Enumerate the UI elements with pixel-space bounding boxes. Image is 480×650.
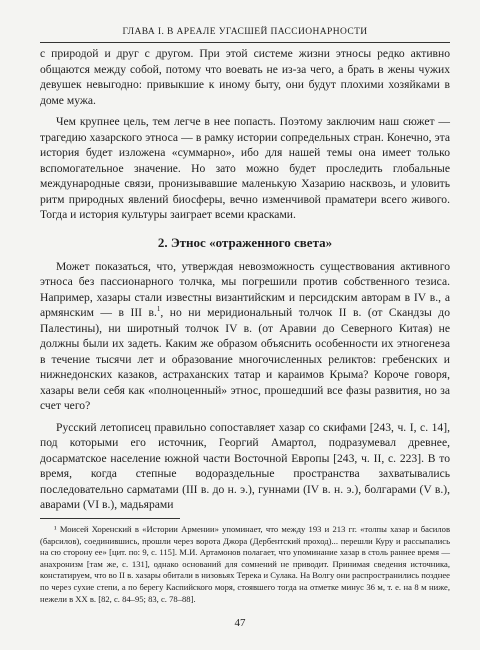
running-head: ГЛАВА I. В АРЕАЛЕ УГАСШЕЙ ПАССИОНАРНОСТИ <box>122 27 368 37</box>
header-rule <box>40 42 450 43</box>
footnote-rule <box>40 518 180 519</box>
paragraph-2: Чем крупнее цель, тем легче в нее попасть. Поэтому заключим наш сюжет — трагедию хазарского этноса — в рамку истории сопредельных стран. Конечно, эта история будет изложена «суммарно», ибо для нашей темы она имеет только вспомогательное значение. Но зато можно будет проследить глобальные международные связи, пронизывавшие маленькую Хазарию насквозь, и уловить ритм природных явлений биосферы, вечно изменчивой праматери всего живого. Тогда и история культуры заиграет всеми красками. <box>40 115 450 221</box>
paragraph-3 <box>40 259 450 414</box>
footnote-ref[interactable]: 1 <box>156 305 161 314</box>
paragraph-4: Русский летописец правильно сопоставляет хазар со скифами [243, ч. I, с. 14], под которыми его источник, Георгий Амартол, подразумевал древнее, досарматское население южной части Восточной Европы [243, ч. II, с. 223]. В то время, когда степные водораздельные пространства захватывались последовательно сарматами (III в. до н. э.), гуннами (IV в. н. э.), болгарами (V в.), аварами (VI в.), мадьярами <box>40 420 450 511</box>
paragraph-3-part-b: , но ни меридиональный толчок II в. (от Скандзы до Палестины), ни широтный толчок IV в. (от Аравии до Северного Китая) не должны были их задеть. Каким же образом объяснить особенности их этногенеза в течение тысячи лет и образование многочисленных реликтов: гребенских и нижнедонских казаков, астраханских татар и караимов Крыма? Короче говоря, хазары вели себя как «полноценный» этнос, прошедший все фазы развития, но за счет чего? <box>40 306 451 412</box>
paragraph-1: с природой и друг с другом. При этой системе жизни этносы редко активно общаются между собой, потому что воевать не из-за чего, а брать в жены чужих девушек невыгодно: привыкшие к иному быту, они будут плохими хозяйками в доме мужа. <box>40 47 450 107</box>
section-title: 2. Этнос «отраженного света» <box>157 234 333 250</box>
body-text <box>40 46 450 513</box>
footnote: ¹ Моисей Хоренский в «Истории Армении» упоминает, что между 193 и 213 гг. «толпы хазар и басилов (барсилов), соединившись, прошли через ворота Джора (Дербентский проход)... перешли Куру и рассыпались на сю сторону ее» [цит. по: 9, с. 115]. М.И. Артамонов полагает, что упоминание хазар в столь раннее время — анахронизм [там же, с. 131], однако оснований для сомнений не приводит. Принимая сведения источника, констатируем, что во II в. хазары обитали в низовьях Терека и Сулака. На Волгу они распространились позднее по через сухие степи, а по берегу Каспийского моря, стоявшего тогда на отметке минус 36 м, т. е. на 8 м ниже, нежели в XX в. [82, с. 84–95; 83, с. 78–88]. <box>40 524 450 604</box>
page-number: 47 <box>234 617 246 629</box>
paragraph-3-part-a: Может показаться, что, утверждая невозможность существования активного этноса без пассионарного толчка, мы погрешили против собственного тезиса. Например, хазары стали известны византийским и персидским авторам в IV в., а армянским — в III в. <box>40 259 450 319</box>
